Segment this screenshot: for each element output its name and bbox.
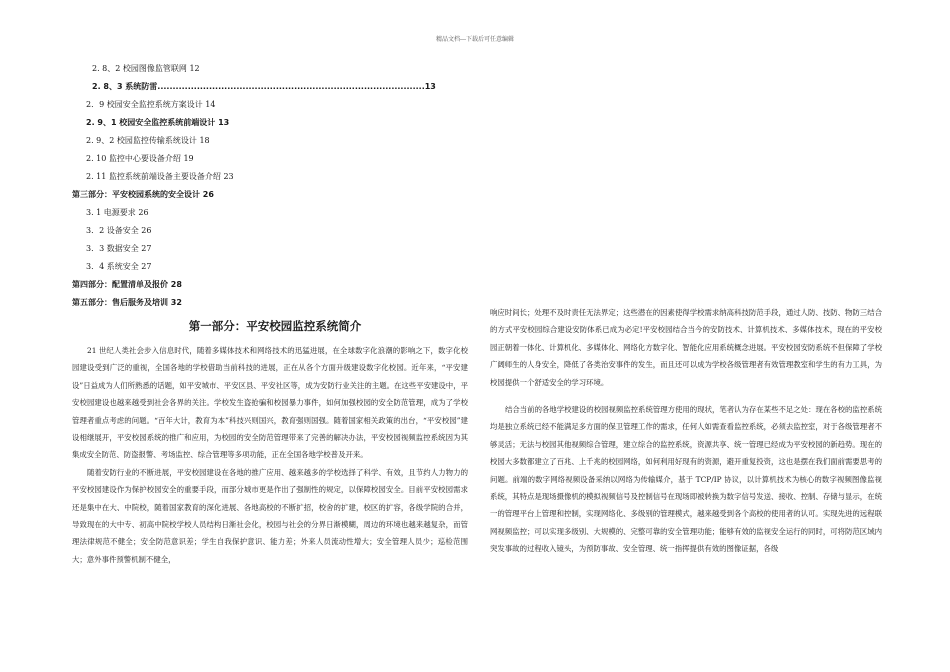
- body-column-left: [72, 342, 468, 568]
- toc-entry[interactable]: 3．3 数据安全 27: [86, 244, 152, 253]
- table-of-contents: [72, 60, 472, 312]
- body-paragraph: 结合当前的各地学校建设的校园视频监控系统管理方使用的现状，笔者认为存在某些不足之处：现在各校的监控系统均是独立系统已经不能满足多方面的保卫管理工作的需求，任何人如需查看监控系统，必须去监控室，对于各级管理者不够灵活；无法与校园其他视频综合管理，建立综合的监控系统，资源共享、统一管理已经成为平安校园的新趋势。现在的校园大多数都建立了百兆、上千兆的校园网络，如何利用好现有的资源，避开重复投资，这也是摆在我们面前需要思考的问题。前端的数字网络视频设备采纳以网络为传输媒介，基于 TCP/IP 协议，以计算机技术为核心的数字视频图像监视系统，其特点是现场摄像机的模拟视频信号及控制信号在现场即被转换为数字信号发送、接收、控制、存储与显示，在统一的管理平台上管理和控制，实现网络化、多级别的管理模式，越来越受到各个高校的使用者的认可。实现先进的远程联网视频监控；可以实现多级别、大规模的、完整可靠的安全管理功能；能够有效的监视安全运行的同时，可将防范区域内突发事故的过程收入镜头，为预防事故、安全管理、统一指挥提供有效的图像证据，各级: [490, 405, 882, 554]
- toc-entry[interactable]: 第四部分：配置清单及报价 28: [72, 280, 182, 289]
- toc-entry[interactable]: 3．4 系统安全 27: [86, 262, 152, 271]
- toc-entry[interactable]: 第三部分：平安校园系统的安全设计 26: [72, 190, 214, 199]
- section-title: 第一部分：平安校园监控系统简介: [188, 319, 362, 333]
- toc-entry[interactable]: 2. 8、3 系统防雷........................................................................................13: [92, 82, 436, 91]
- body-paragraph: 响应时间长；处理不及时责任无法界定；这些潜在的因素使得学校需求纳高科技防范手段，通过人防、技防、物防三结合的方式平安校园综合建设安防体系已成为必定!平安校园结合当今的安防技术、计算机技术、多媒体技术，现在的平安校园正朝着一体化、计算机化、多媒体化、网络化方数字化、智能化应用系统概念进展。平安校园安防系统不但保障了学校广阔师生的人身安全，降低了各类治安事件的发生，而且还可以成为学校各级管理者有效管理教室和学生的有力工具，为校园提供一个舒适安全的学习环境。: [490, 308, 882, 387]
- toc-entry[interactable]: 第五部分：售后服务及培训 32: [72, 298, 182, 307]
- body-paragraph: 21 世纪人类社会步入信息时代，随着多媒体技术和网络技术的迅猛进展，在全球数字化浪潮的影响之下，数字化校园建设受到广泛的重视，全国各地的学校借助当前科技的进展，正在从各个方面升级建设数字化校园。近年来，“平安建设”日益成为人们所熟悉的话题，如平安城市、平安区县、平安社区等，成为安防行业关注的主题。在这些平安建设中，平安校园建设也越来越受到社会各界的关注。学校发生盗抢骗和校园暴力事件，如何加强校园的安全防范管理，成为了学校管理者重点考虑的问题。“百年大计，教育为本”科技兴则国兴，教育强则国强。随着国家相关政策的出台，“平安校园”建设相继展开，平安校园系统的推广和应用，为校园的安全防范管理带来了完善的解决办法，平安校园视频监控系统因为其集成安全防范、防盗报警、考场监控、综合管理等多项功能，正在全国各地学校普及开来。: [72, 346, 468, 460]
- toc-entry[interactable]: 2. 10 监控中心要设备介绍 19: [86, 154, 194, 163]
- body-paragraph: 随着安防行业的不断进展，平安校园建设在各地的推广应用、越来越多的学校选择了科学、有效，且节约人力物力的平安校园建设作为保护校园安全的重要手段，而部分城市更是作出了强制性的规定，以保障校园安全。目前平安校园需求还是集中在大、中院校，随着国家教育的深化进展、各地高校的不断扩招，校舍的扩建，校区的扩容，各级学院的合并，导致现在的大中专、初高中院校学校人员结构日渐社会化，校园与社会的分界日渐模糊，周边的环境也越来越复杂，而管理法律规范不健全；安全防范意识差；学生自我保护意识、能力差；外来人员流动性增大；安全管理人员少；巡检范围大；意外事件预警机制不健全，: [72, 467, 468, 564]
- toc-entry[interactable]: 2. 9、2 校园监控传输系统设计 18: [86, 136, 210, 145]
- toc-entry[interactable]: 2. 9、1 校园安全监控系统前端设计 13: [86, 118, 230, 127]
- toc-entry[interactable]: 2. 8、2 校园图像监管联网 12: [92, 64, 200, 73]
- toc-entry[interactable]: 2. 11 监控系统前端设备主要设备介绍 23: [86, 172, 234, 181]
- body-column-right: [490, 304, 882, 558]
- page-header: 精品文档---下载后可任意编辑: [435, 36, 515, 43]
- toc-entry[interactable]: 2．9 校园安全监控系统方案设计 14: [86, 100, 216, 109]
- toc-entry[interactable]: 3．2 设备安全 26: [86, 226, 152, 235]
- toc-entry[interactable]: 3. 1 电源要求 26: [86, 208, 149, 217]
